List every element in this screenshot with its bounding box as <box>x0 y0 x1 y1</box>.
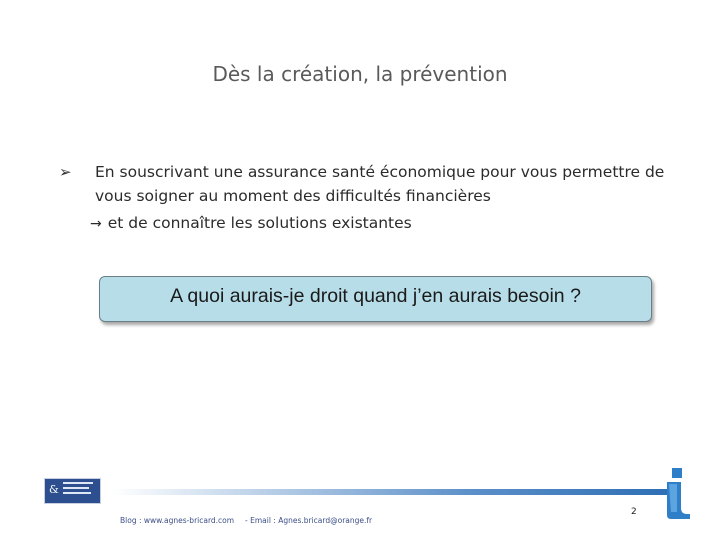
right-arrow-icon: → <box>90 216 102 232</box>
footer-email-link[interactable]: - Email : Agnes.bricard@orange.fr <box>245 516 373 525</box>
footer-blog-link[interactable]: Blog : www.agnes-bricard.com <box>120 516 235 525</box>
bullet-text-line-2: vous soigner au moment des difficultés financières <box>95 187 491 205</box>
bullet-text-line-1: En souscrivant une assurance santé économique pour vous permettre de <box>95 163 665 181</box>
firm-logo-icon <box>44 478 101 504</box>
bullet-sub-line <box>90 214 412 232</box>
slide-title: Dès la création, la prévention <box>212 62 508 86</box>
question-callout-box <box>99 276 652 322</box>
question-callout-text: A quoi aurais-je droit quand j’en aurais besoin ? <box>170 285 581 307</box>
firm-logo-ampersand: & <box>49 483 59 496</box>
blue-i-logo-icon <box>663 468 691 520</box>
footer-gradient-rule <box>112 489 667 495</box>
page-number: 2 <box>631 507 637 517</box>
arrowhead-bullet-icon: ➢ <box>59 163 72 181</box>
bullet-sub-text: et de connaître les solutions existantes <box>107 214 412 232</box>
